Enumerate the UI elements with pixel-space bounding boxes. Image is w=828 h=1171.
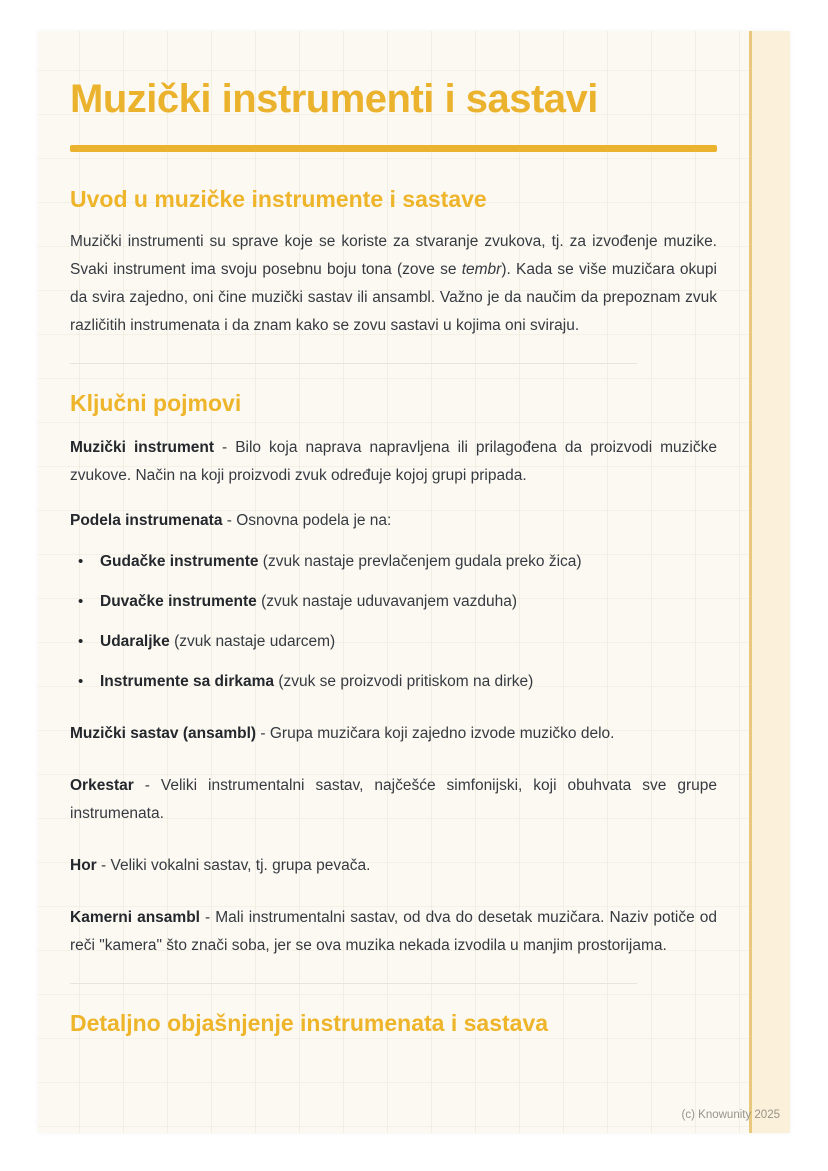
page-title: Muzički instrumenti i sastavi — [70, 77, 598, 121]
section-heading-key-terms: Ključni pojmovi — [70, 390, 242, 416]
list-item-detail: (zvuk nastaje prevlačenjem gudala preko žica) — [258, 553, 582, 570]
page-content — [70, 31, 717, 1037]
list-item — [78, 628, 717, 656]
definition-text: - Grupa muzičara koji zajedno izvode muzičko delo. — [256, 725, 615, 742]
section-divider — [70, 363, 637, 364]
list-item-detail: (zvuk nastaje udarcem) — [169, 633, 336, 650]
document-page — [38, 31, 790, 1133]
definition-paragraph — [70, 507, 717, 535]
list-item-text — [100, 628, 335, 656]
definition-term: Podela instrumenata — [70, 512, 223, 529]
list-item-detail: (zvuk nastaje uduvavanjem vazduha) — [256, 593, 517, 610]
definition-paragraph — [70, 772, 717, 828]
list-item-term: Duvačke instrumente — [100, 593, 257, 610]
list-item-text — [100, 668, 533, 696]
list-item — [78, 588, 717, 616]
list-item-term: Udaraljke — [100, 633, 170, 650]
page-edge-stripe — [749, 31, 790, 1133]
definition-term: Kamerni ansambl — [70, 909, 200, 926]
list-item-detail: (zvuk se proizvodi pritiskom na dirke) — [274, 673, 534, 690]
definition-term: Hor — [70, 857, 97, 874]
definition-paragraph — [70, 434, 717, 490]
definition-text: - Mali instrumentalni sastav, od dva do desetak muzičara. Naziv potiče od reči "kamera" što znači soba, jer se ova muzika nekada izvodila u manjim prostorijama. — [70, 909, 717, 954]
list-item — [78, 668, 717, 696]
definition-text: - Veliki vokalni sastav, tj. grupa pevača. — [96, 857, 371, 874]
intro-text-end: ). Kada se više muzičara okupi da svira zajedno, oni čine muzički sastav ili ansambl. Važno je da naučim da prepoznam zvuk različitih instrumenata i da znam kako se zovu sastavi u kojima oni sviraju. — [70, 261, 717, 334]
list-item-term: Gudačke instrumente — [100, 553, 259, 570]
definition-text: - Veliki instrumentalni sastav, najčešće simfonijski, koji obuhvata sve grupe instrumenata. — [70, 777, 717, 822]
bullet-icon: • — [78, 553, 84, 570]
intro-text-start: Muzički instrumenti su sprave koje se koriste za stvaranje zvukova, tj. za izvođenje muzike. Svaki instrument ima svoju posebnu boju tona (zove se — [70, 233, 717, 278]
section-heading-detail: Detaljno objašnjenje instrumenata i sastava — [70, 1010, 549, 1036]
definition-paragraph — [70, 904, 717, 960]
definition-term: Muzički sastav (ansambl) — [70, 725, 257, 742]
intro-text-italic-term: tembr — [461, 261, 502, 278]
list-item-term: Instrumente sa dirkama — [100, 673, 275, 690]
section-heading-intro: Uvod u muzičke instrumente i sastave — [70, 186, 487, 212]
list-item-text — [100, 548, 582, 576]
instrument-groups-list — [70, 548, 717, 696]
bullet-icon: • — [78, 633, 84, 650]
definition-term: Orkestar — [70, 777, 134, 794]
copyright-credit: (c) Knowunity 2025 — [681, 1109, 780, 1121]
intro-paragraph — [70, 228, 717, 340]
definition-text: - Bilo koja naprava napravljena ili prilagođena da proizvodi muzičke zvukove. Način na koji proizvodi zvuk određuje kojoj grupi pripada. — [70, 439, 717, 484]
definition-term: Muzički instrument — [70, 439, 215, 456]
definition-text: - Osnovna podela je na: — [222, 512, 392, 529]
section-divider — [70, 983, 637, 984]
list-item — [78, 548, 717, 576]
list-item-text — [100, 588, 517, 616]
bullet-icon: • — [78, 593, 84, 610]
title-underline-bar — [70, 145, 717, 152]
definition-paragraph — [70, 852, 717, 880]
definition-paragraph — [70, 720, 717, 748]
bullet-icon: • — [78, 673, 84, 690]
